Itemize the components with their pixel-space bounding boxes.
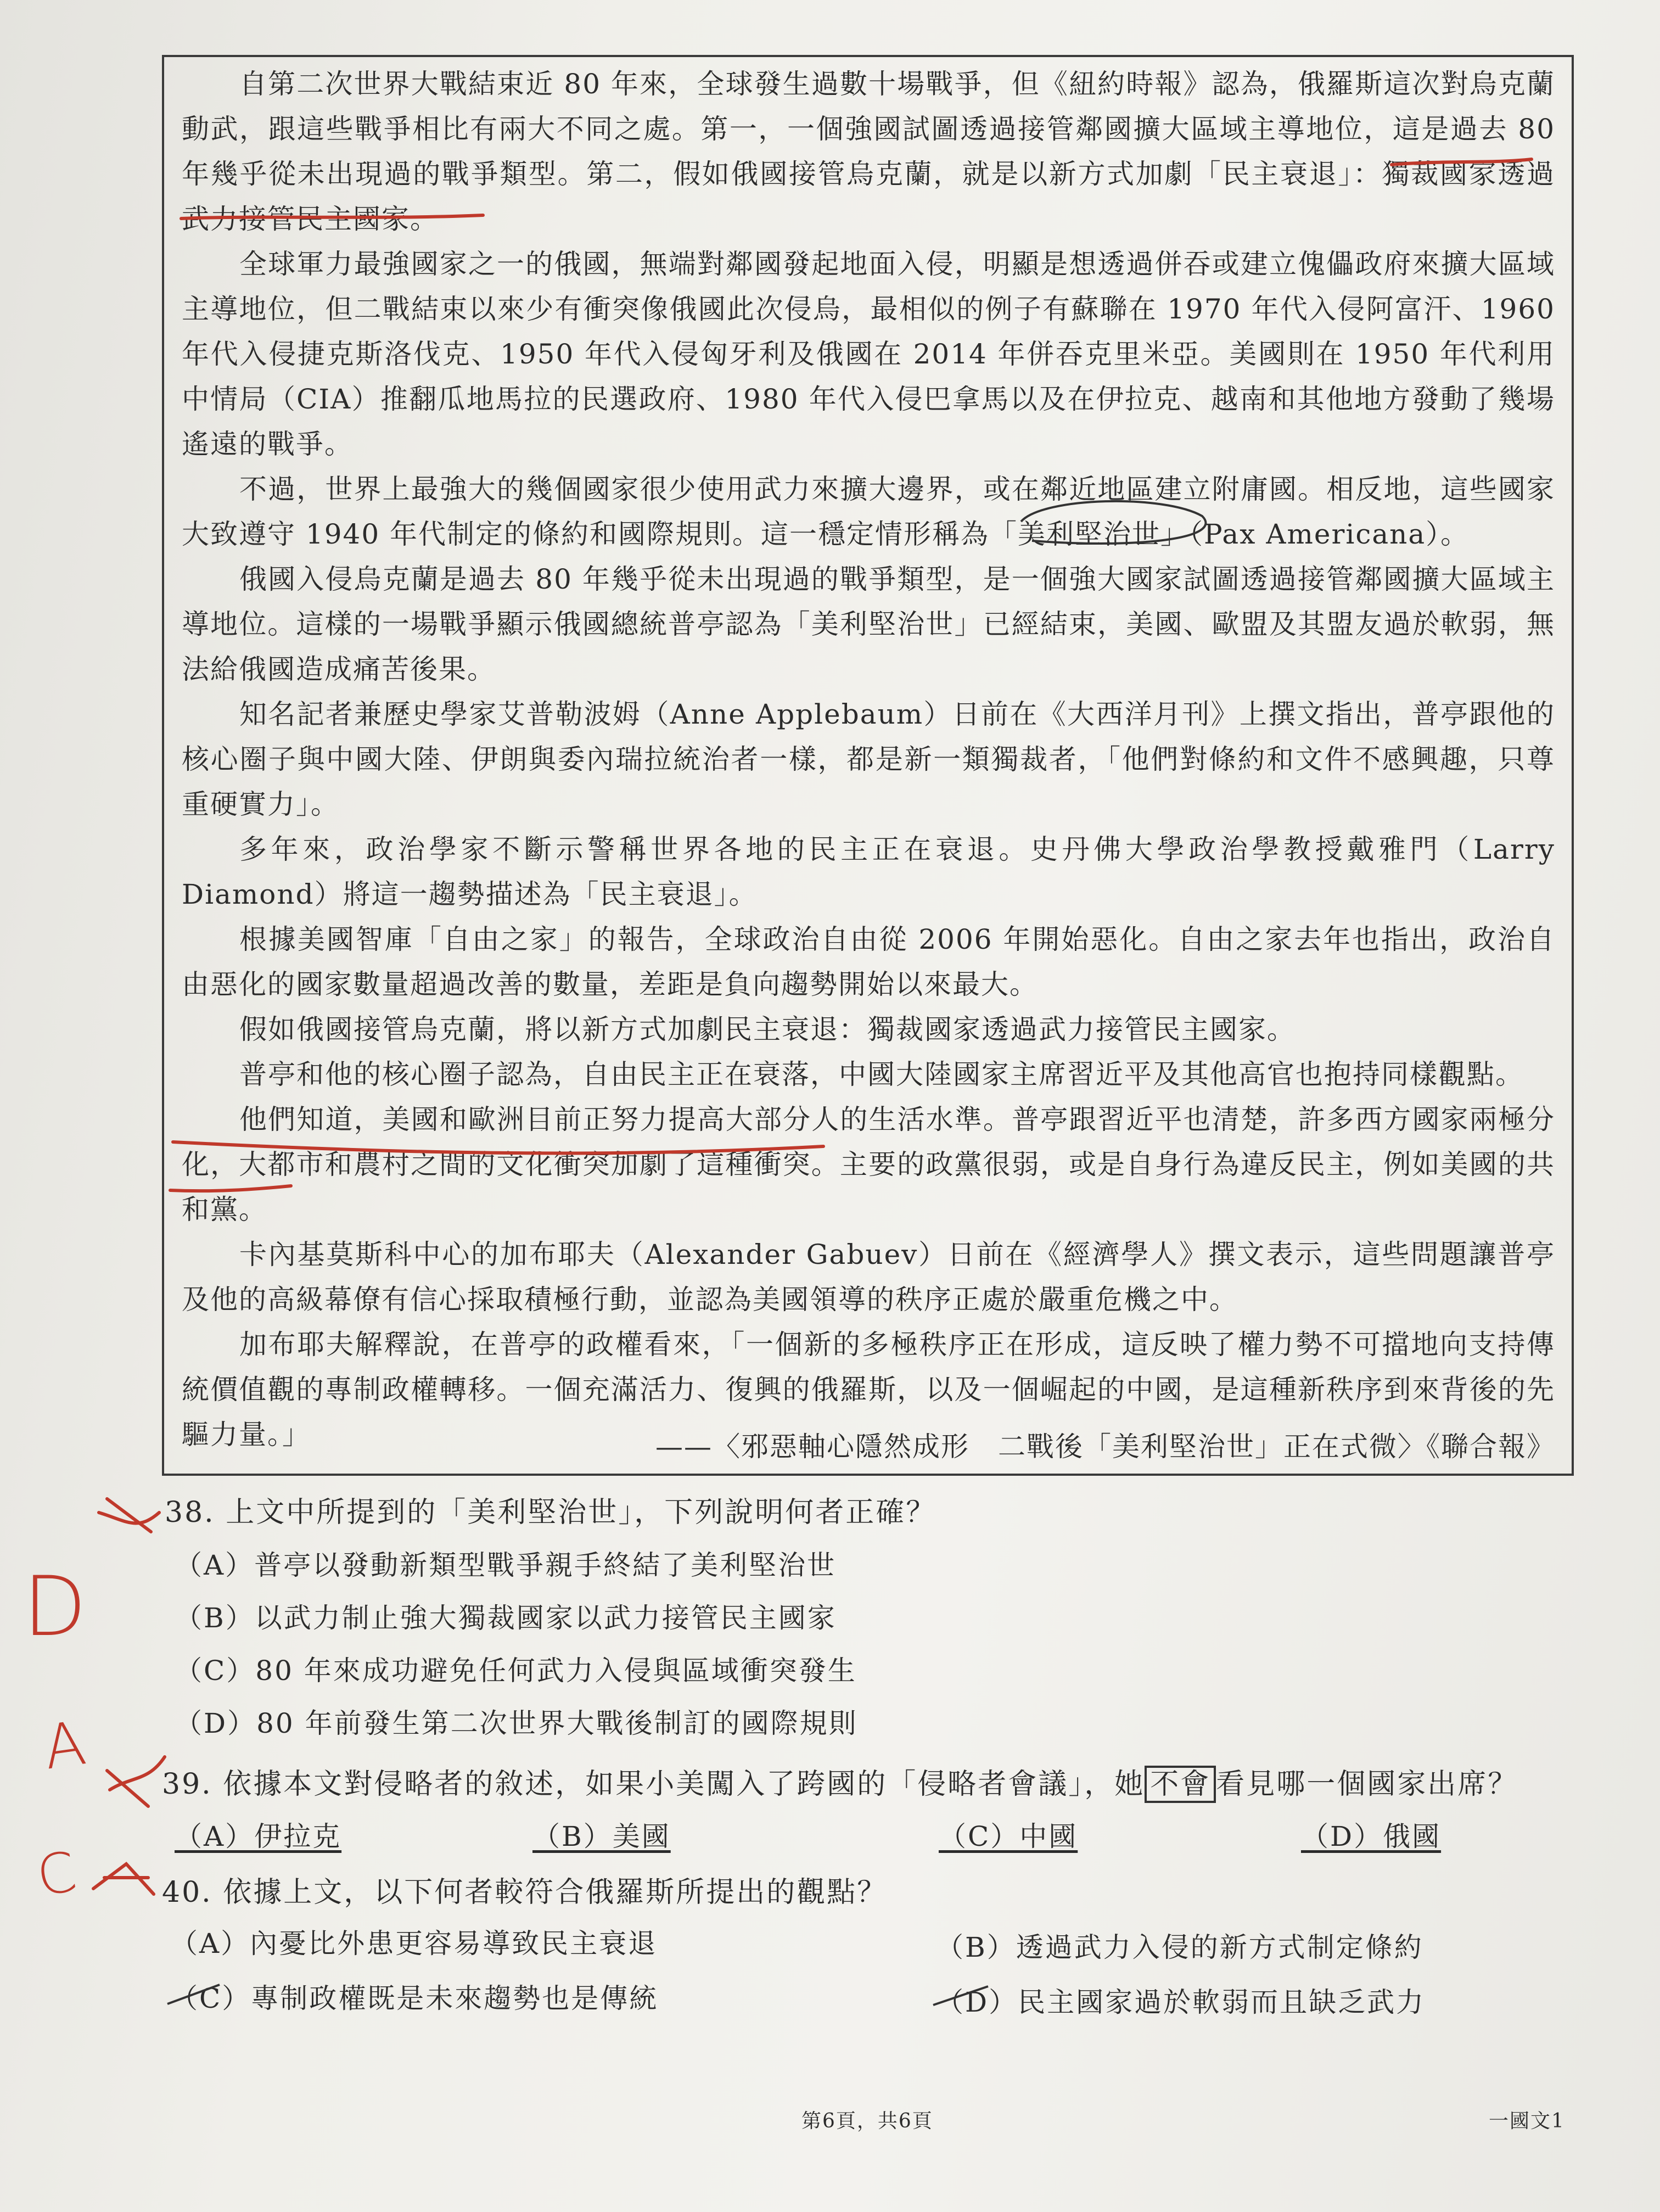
question-39-stem-before: 39. 依據本文對侵略者的敘述，如果小美闖入了跨國的「侵略者會議」，她 <box>162 1768 1145 1801</box>
question-40-option-d: （D）民主國家過於軟弱而且缺乏武力 <box>936 1986 1426 2018</box>
passage-paragraph-9: 普亭和他的核心圈子認為，自由民主正在衰落，中國大陸國家主席習近平及其他高官也抱持同樣觀點。 <box>239 1059 1524 1090</box>
question-39-stem-after: 看見哪一個國家出席？ <box>1216 1768 1518 1801</box>
question-38-option-a: （A）普亭以發動新類型戰爭親手終結了美利堅治世 <box>175 1549 837 1581</box>
question-40-option-a: （A）內憂比外患更容易導致民主衰退 <box>170 1928 658 1959</box>
question-38-stem: 38. 上文中所提到的「美利堅治世」，下列說明何者正確？ <box>165 1496 936 1529</box>
question-39-stem <box>162 1765 1518 1804</box>
passage-paragraph-2: 全球軍力最強國家之一的俄國，無端對鄰國發起地面入侵，明顯是想透過併吞或建立傀儡政府來擴大區域主導地位，但二戰結束以來少有衝突像俄國此次侵烏，最相似的例子有蘇聯在 1970 年代入侵阿富汗、1960 年代入侵捷克斯洛伐克、1950 年代入侵匈牙利及俄國在 2014 年併吞克里米亞。美國則在 1950 年代利用中情局（CIA）推翻瓜地馬拉的民選政府、1980 年代入侵巴拿馬以及在伊拉克、越南和其他地方發動了幾場遙遠的戰爭。 <box>182 248 1555 460</box>
passage-paragraph-1: 自第二次世界大戰結束近 80 年來，全球發生過數十場戰爭，但《紐約時報》認為，俄羅斯這次對烏克蘭動武，跟這些戰爭相比有兩大不同之處。第一，一個強國試圖透過接管鄰國擴大區域主導地位，這是過去 80 年幾乎從未出現過的戰爭類型。第二，假如俄國接管烏克蘭，就是以新方式加劇「民主衰退」：獨裁國家透過武力接管民主國家。 <box>182 68 1555 235</box>
q40-check-mark <box>93 1864 154 1894</box>
question-39-stem-boxed: 不會 <box>1145 1766 1216 1803</box>
passage-paragraph-10: 他們知道，美國和歐洲目前正努力提高大部分人的生活水準。普亭跟習近平也清楚，許多西方國家兩極分化，大都市和農村之間的文化衝突加劇了這種衝突。主要的政黨很弱，或是自身行為違反民主，例如美國的共和黨。 <box>182 1104 1555 1225</box>
page-number: 第6頁，共6頁 <box>801 2110 933 2132</box>
answer-39-handwritten: A <box>39 1707 90 1783</box>
passage-paragraph-6: 多年來，政治學家不斷示警稱世界各地的民主正在衰退。史丹佛大學政治學教授戴雅門（Larry Diamond）將這一趨勢描述為「民主衰退」。 <box>182 833 1555 910</box>
reading-passage <box>162 55 1574 1476</box>
passage-paragraph-8: 假如俄國接管烏克蘭，將以新方式加劇民主衰退：獨裁國家透過武力接管民主國家。 <box>239 1013 1296 1045</box>
question-38-option-c: （C）80 年來成功避免任何武力入侵與區域衝突發生 <box>175 1655 857 1687</box>
question-40-option-b: （B）透過武力入侵的新方式制定條約 <box>936 1931 1423 1963</box>
passage-paragraph-12: 加布耶夫解釋說，在普亭的政權看來，「一個新的多極秩序正在形成，這反映了權力勢不可擋地向支持傳統價值觀的專制政權轉移。一個充滿活力、復興的俄羅斯，以及一個崛起的中國，是這種新秩序到來背後的先驅力量。」 <box>182 1329 1555 1451</box>
answer-40-handwritten: C <box>32 1839 81 1909</box>
question-38-option-d: （D）80 年前發生第二次世界大戰後制訂的國際規則 <box>175 1707 858 1739</box>
passage-paragraph-11: 卡內基莫斯科中心的加布耶夫（Alexander Gabuev）日前在《經濟學人》撰文表示，這些問題讓普亭及他的高級幕僚有信心採取積極行動，並認為美國領導的秩序正處於嚴重危機之中。 <box>182 1239 1555 1315</box>
passage-paragraph-3: 不過，世界上最強大的幾個國家很少使用武力來擴大邊界，或在鄰近地區建立附庸國。相反地，這些國家大致遵守 1940 年代制定的條約和國際規則。這一穩定情形稱為「美利堅治世」（Pax Americana）。 <box>182 473 1555 550</box>
passage-paragraph-4: 俄國入侵烏克蘭是過去 80 年幾乎從未出現過的戰爭類型，是一個強大國家試圖透過接管鄰國擴大區域主導地位。這樣的一場戰爭顯示俄國總統普亭認為「美利堅治世」已經結束，美國、歐盟及其盟友過於軟弱，無法給俄國造成痛苦後果。 <box>182 563 1555 685</box>
question-39-option-b: （B）美國 <box>532 1821 671 1852</box>
question-40-stem: 40. 依據上文，以下何者較符合俄羅斯所提出的觀點？ <box>162 1876 888 1909</box>
question-39-option-a: （A）伊拉克 <box>175 1821 342 1852</box>
subject-code: 一國文1 <box>1489 2110 1565 2132</box>
question-38-option-b: （B）以武力制止強大獨裁國家以武力接管民主國家 <box>175 1602 837 1634</box>
q39-check-mark <box>107 1757 165 1806</box>
passage-source: ——〈邪惡軸心隱然成形 二戰後「美利堅治世」正在式微〉《聯合報》 <box>655 1431 1555 1463</box>
answer-38-handwritten: D <box>23 1559 87 1655</box>
question-39-option-c: （C）中國 <box>939 1821 1078 1852</box>
passage-paragraph-7: 根據美國智庫「自由之家」的報告，全球政治自由從 2006 年開始惡化。自由之家去年也指出，政治自由惡化的國家數量超過改善的數量，差距是負向趨勢開始以來最大。 <box>182 923 1555 1000</box>
question-39-option-d: （D）俄國 <box>1301 1821 1442 1852</box>
passage-paragraph-5: 知名記者兼歷史學家艾普勒波姆（Anne Applebaum）日前在《大西洋月刊》上撰文指出，普亭跟他的核心圈子與中國大陸、伊朗與委內瑞拉統治者一樣，都是新一類獨裁者，「他們對條約和文件不感興趣，只尊重硬實力」。 <box>182 698 1555 820</box>
question-40-option-c: （C）專制政權既是未來趨勢也是傳統 <box>170 1983 659 2014</box>
q38-check-mark <box>99 1499 159 1532</box>
